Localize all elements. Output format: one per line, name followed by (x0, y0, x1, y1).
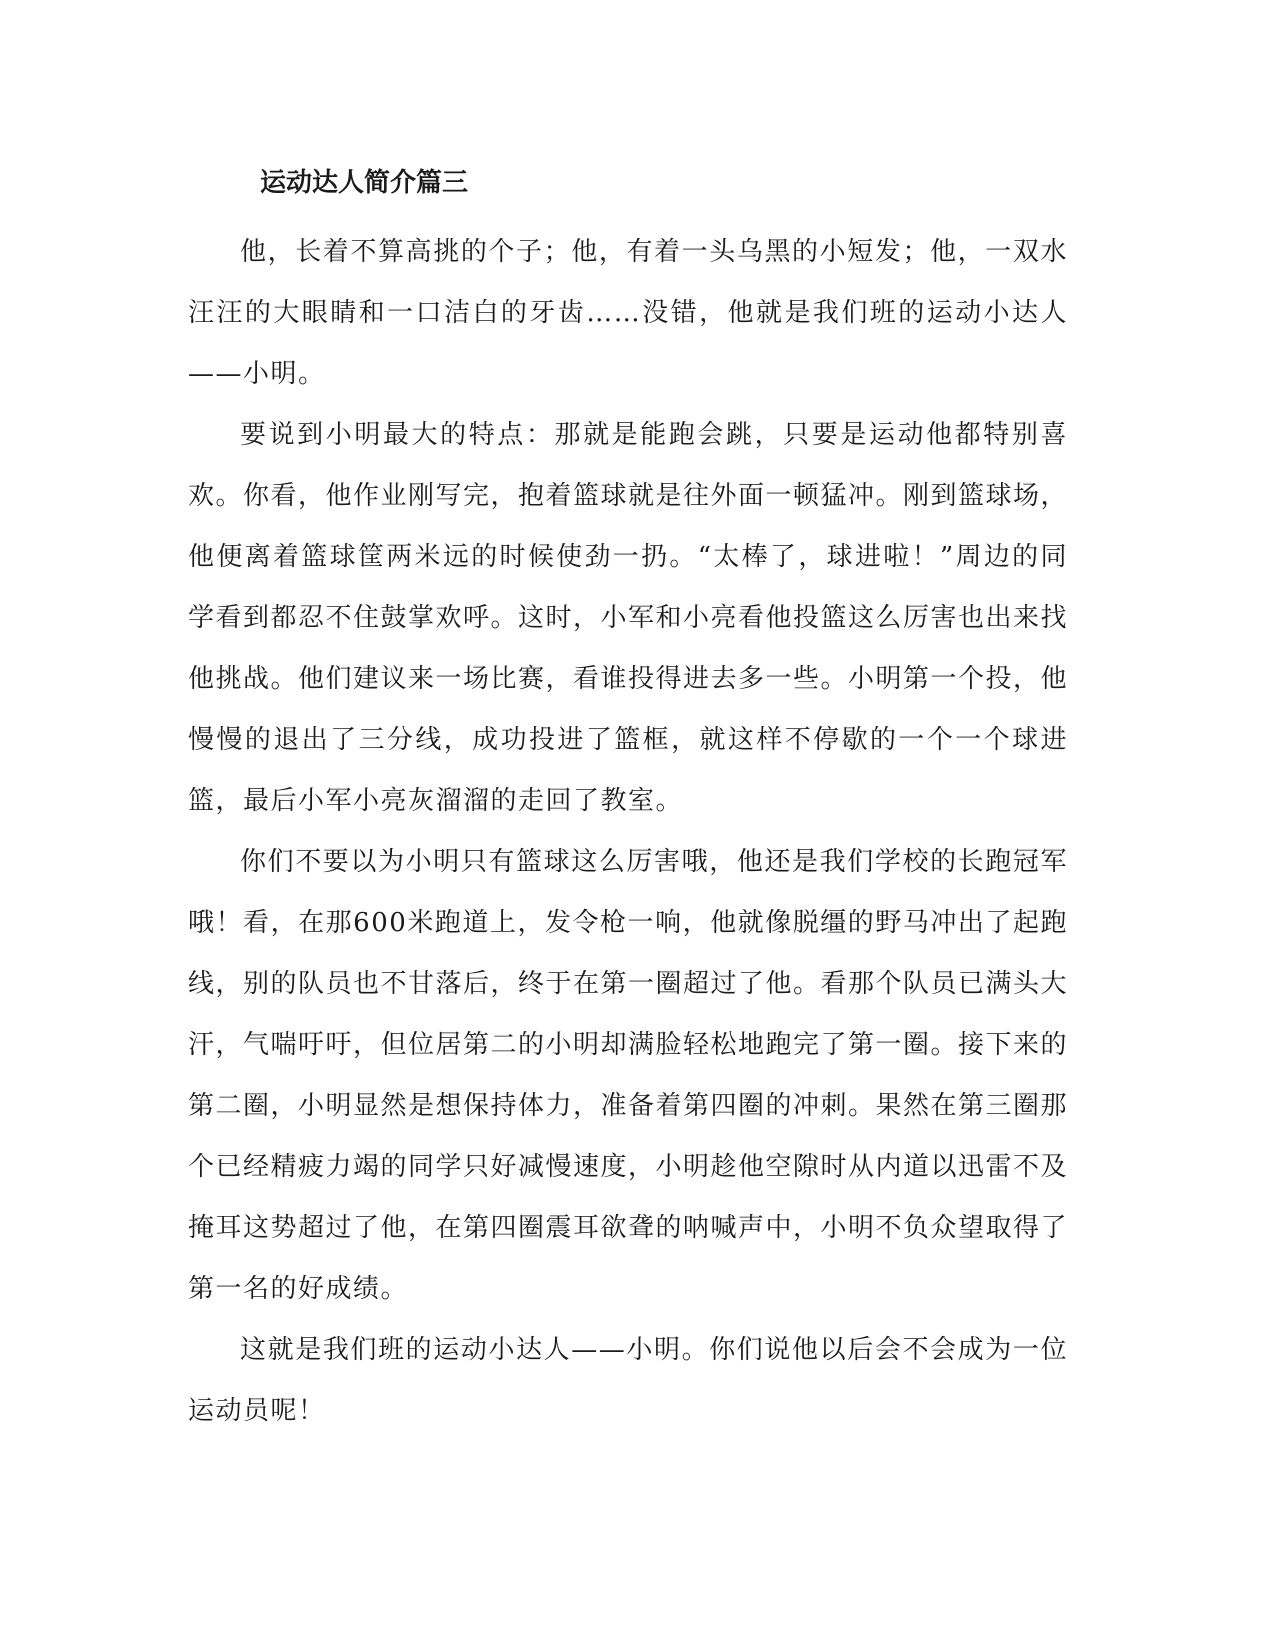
document-body (188, 222, 1068, 1442)
paragraph-basketball: 要说到小明最大的特点：那就是能跑会跳，只要是运动他都特别喜欢。你看，他作业刚写完，抱着篮球就是往外面一顿猛冲。刚到篮球场，他便离着篮球筐两米远的时候使劲一扔。“太棒了，球进啦！”周边的同学看到都忍不住鼓掌欢呼。这时，小军和小亮看他投篮这么厉害也出来找他挑战。他们建议来一场比赛，看谁投得进去多一些。小明第一个投，他慢慢的退出了三分线，成功投进了篮框，就这样不停歇的一个一个球进篮，最后小军小亮灰溜溜的走回了教室。 (188, 420, 1069, 816)
document-title: 运动达人简介篇三 (260, 168, 469, 198)
paragraph-intro: 他，长着不算高挑的个子；他，有着一头乌黑的小短发；他，一双水汪汪的大眼睛和一口洁白的牙齿……没错，他就是我们班的运动小达人——小明。 (188, 237, 1068, 389)
paragraph-running: 你们不要以为小明只有篮球这么厉害哦，他还是我们学校的长跑冠军哦！看，在那600米跑道上，发令枪一响，他就像脱缰的野马冲出了起跑线，别的队员也不甘落后，终于在第一圈超过了他。看那个队员已满头大汗，气喘吁吁，但位居第二的小明却满脸轻松地跑完了第一圈。接下来的第二圈，小明显然是想保持体力，准备着第四圈的冲刺。果然在第三圈那个已经精疲力竭的同学只好减慢速度，小明趁他空隙时从内道以迅雷不及掩耳这势超过了他，在第四圈震耳欲聋的呐喊声中，小明不负众望取得了第一名的好成绩。 (188, 847, 1069, 1304)
paragraph-conclusion: 这就是我们班的运动小达人——小明。你们说他以后会不会成为一位运动员呢！ (188, 1335, 1068, 1426)
